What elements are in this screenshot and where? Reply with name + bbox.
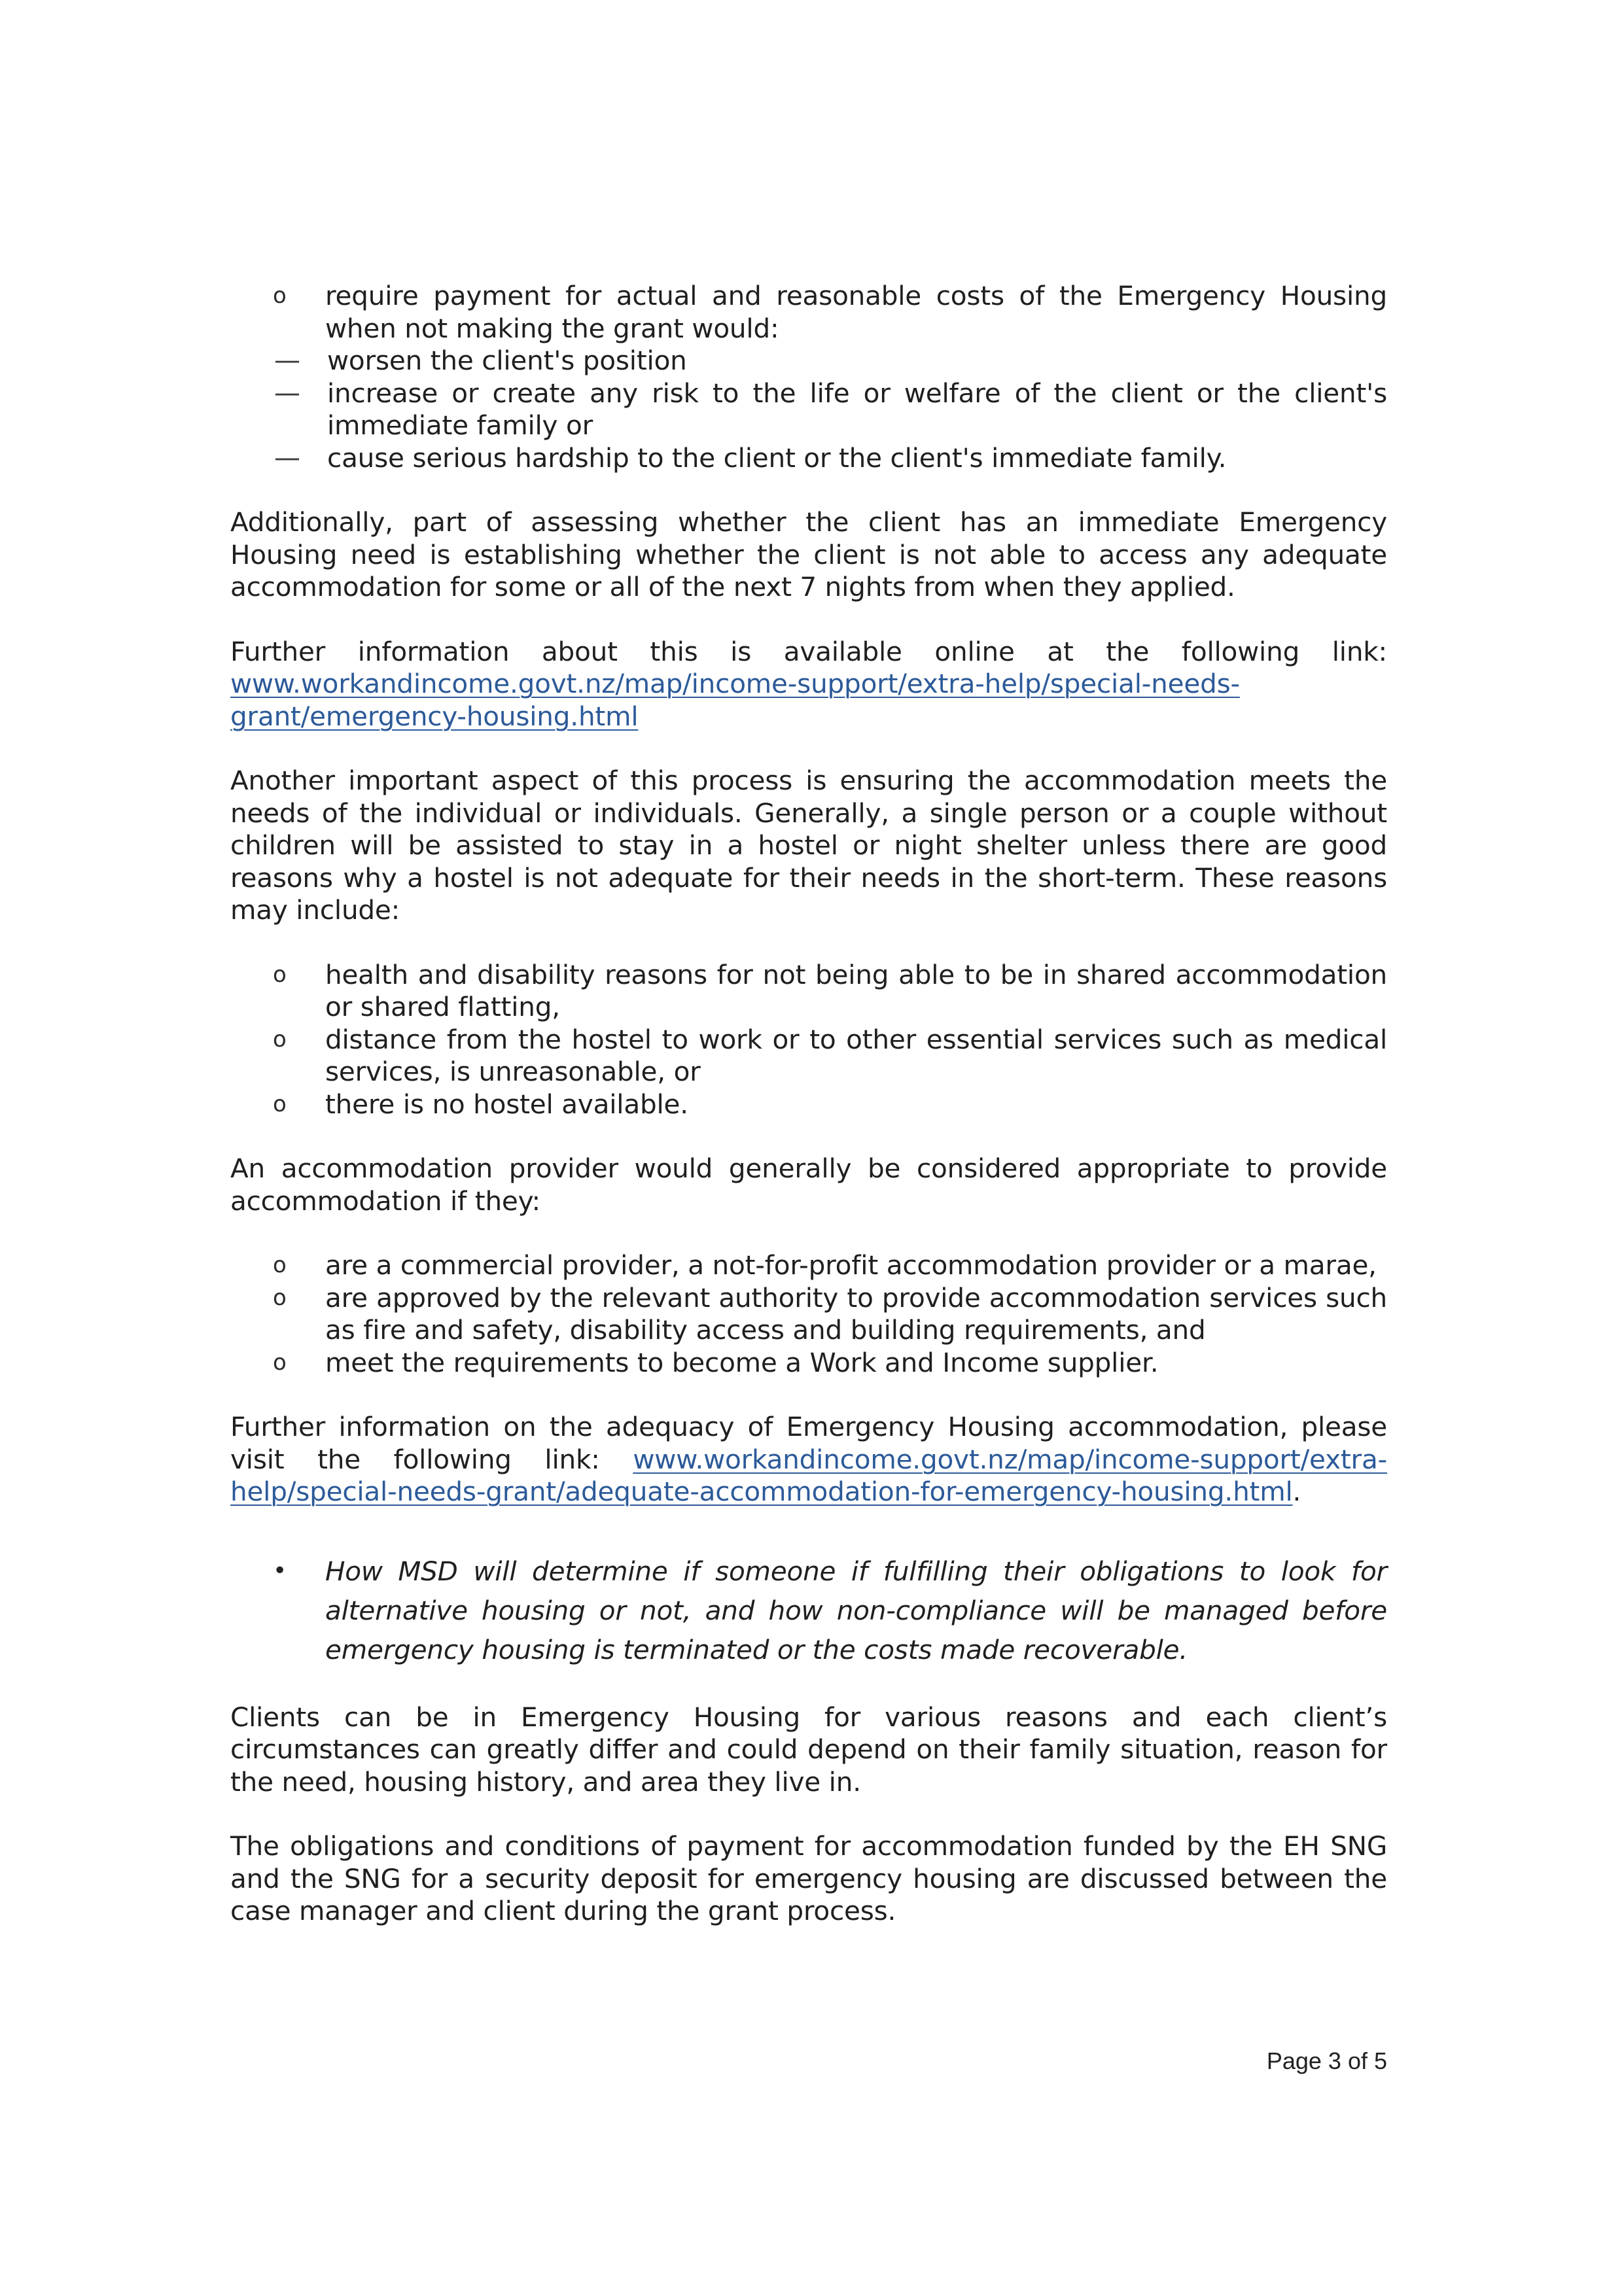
hostel-reasons-list <box>230 959 1387 1121</box>
list-item-text: there is no hostel available. <box>325 1088 688 1120</box>
sub-list-item-text: cause serious hardship to the client or the client's immediate family. <box>327 442 1227 474</box>
spacer <box>230 1669 1387 1701</box>
hollow-bullet-icon: o <box>273 1349 287 1376</box>
sub-list-item <box>230 345 1387 377</box>
list-item-text: require payment for actual and reasonable costs of the Emergency Housing when not making the grant would: <box>325 280 1387 344</box>
paragraph-text: Further information on the adequacy of Emergency Housing accommodation, please visit the following link: <box>230 1411 1387 1475</box>
hollow-bullet-icon: o <box>273 961 287 988</box>
sub-list-item <box>230 377 1387 442</box>
list-item <box>230 959 1387 1024</box>
hardship-sub-list <box>230 345 1387 474</box>
question-text: How MSD will determine if someone if fulfilling their obligations to look for alternative housing or not, and how non-compliance will be managed before emergency housing is terminated or the costs made recoverable. <box>325 1555 1387 1665</box>
spacer <box>230 1798 1387 1830</box>
paragraph-obligations: The obligations and conditions of payment for accommodation funded by the EH SNG and the SNG for a security deposit for emergency housing are discussed between the case manager and client during the grant process. <box>230 1830 1387 1926</box>
list-item <box>230 1347 1387 1380</box>
hollow-bullet-icon: o <box>273 1026 287 1052</box>
dash-bullet-icon: — <box>274 345 300 375</box>
list-item-text: distance from the hostel to work or to other essential services such as medical services, is unreasonable, or <box>325 1023 1387 1087</box>
hollow-bullet-icon: o <box>273 1090 287 1117</box>
paragraph-provider: An accommodation provider would generally be considered appropriate to provide accommodation if they: <box>230 1153 1387 1217</box>
list-item <box>230 1282 1387 1347</box>
provider-criteria-list <box>230 1249 1387 1379</box>
paragraph-another-aspect: Another important aspect of this process is ensuring the accommodation meets the needs of the individual or individuals. Generally, a single person or a couple without children will be assisted to stay in a hostel or night shelter unless there are good reasons why a hostel is not adequate for their needs in the short-term. These reasons may include: <box>230 765 1387 926</box>
paragraph-further-info-2 <box>230 1411 1387 1508</box>
list-item-text: health and disability reasons for not being able to be in shared accommodation or shared flatting, <box>325 958 1387 1022</box>
adequate-accommodation-link[interactable]: www.workandincome.govt.nz/map/income-support/extra-help/special-needs-grant/adequate-accommodation-for-emergency-housing.html <box>230 1443 1387 1507</box>
trailing-period: . <box>1292 1476 1301 1507</box>
spacer <box>230 1379 1387 1411</box>
sub-list-item-text: increase or create any risk to the life or welfare of the client or the client's immediate family or <box>327 377 1387 441</box>
payment-conditions-list <box>230 280 1387 345</box>
paragraph-further-info-1 <box>230 636 1387 733</box>
hollow-bullet-icon: o <box>273 1284 287 1311</box>
list-item <box>230 1024 1387 1088</box>
sub-list-item-text: worsen the client's position <box>327 345 687 376</box>
paragraph-clients: Clients can be in Emergency Housing for various reasons and each client’s circumstances can greatly differ and could depend on their family situation, reason for the need, housing history, and area they live in. <box>230 1701 1387 1798</box>
spacer <box>230 474 1387 506</box>
list-item-text: are approved by the relevant authority to provide accommodation services such as fire and safety, disability access and building requirements, and <box>325 1281 1387 1346</box>
spacer <box>230 1121 1387 1153</box>
spacer <box>230 1217 1387 1249</box>
list-item <box>230 1249 1387 1282</box>
hollow-bullet-icon: o <box>273 283 287 309</box>
hollow-bullet-icon: o <box>273 1252 287 1278</box>
filled-bullet-icon: • <box>273 1557 287 1584</box>
question-bullet-item <box>230 1552 1387 1669</box>
emergency-housing-link[interactable]: www.workandincome.govt.nz/map/income-support/extra-help/special-needs-grant/emergency-housing.html <box>230 668 1240 732</box>
dash-bullet-icon: — <box>274 377 300 408</box>
document-body <box>230 280 1387 1928</box>
list-item <box>230 280 1387 345</box>
sub-list-item <box>230 442 1387 475</box>
list-item-text: meet the requirements to become a Work and Income supplier. <box>325 1346 1159 1378</box>
spacer <box>230 927 1387 959</box>
spacer <box>230 1508 1387 1552</box>
list-item-text: are a commercial provider, a not-for-profit accommodation provider or a marae, <box>325 1249 1377 1281</box>
spacer <box>230 733 1387 765</box>
dash-bullet-icon: — <box>274 442 300 473</box>
paragraph-additionally: Additionally, part of assessing whether the client has an immediate Emergency Housing need is establishing whether the client is not able to access any adequate accommodation for some or all of the next 7 nights from when they applied. <box>230 506 1387 602</box>
spacer <box>230 604 1387 636</box>
list-item <box>230 1088 1387 1121</box>
paragraph-text: Further information about this is available online at the following link: <box>230 635 1387 667</box>
page-number: Page 3 of 5 <box>1266 2047 1387 2074</box>
